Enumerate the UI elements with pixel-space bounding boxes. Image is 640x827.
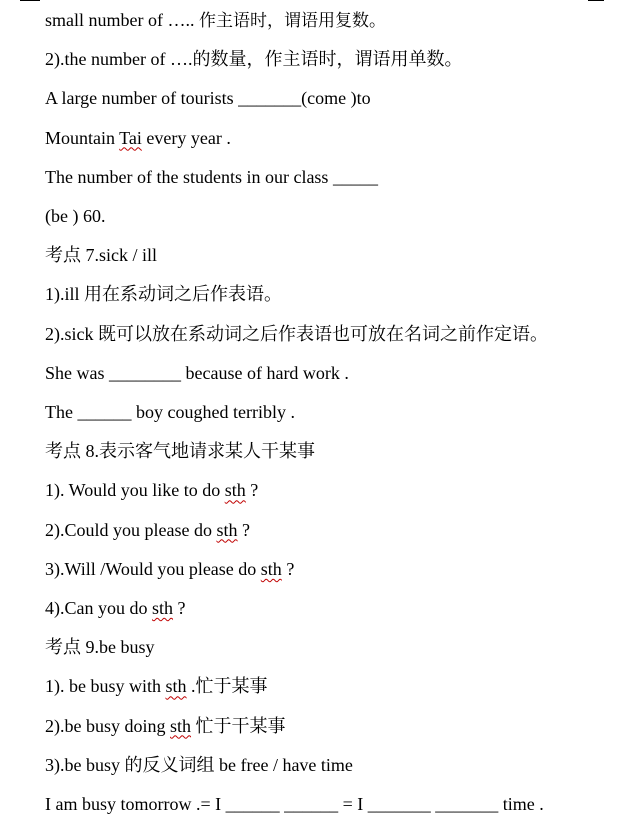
text-line — [45, 440, 315, 462]
text-line — [45, 323, 548, 345]
spellcheck-word: sth — [170, 715, 192, 736]
spellcheck-word: sth — [260, 558, 282, 579]
text-line — [45, 754, 353, 776]
text-line — [45, 479, 258, 501]
text-segment: 考点 8.表示客气地请求某人干某事 — [45, 441, 315, 462]
text-segment: 忙于干某事 — [191, 715, 286, 736]
text-line — [45, 675, 268, 697]
text-line — [45, 166, 378, 188]
text-segment: ? — [173, 598, 186, 618]
text-segment: every year . — [141, 127, 231, 148]
text-line — [45, 127, 231, 149]
text-segment: The number of the students in our class _____ — [45, 166, 378, 187]
text-segment: small number of ….. — [45, 10, 199, 30]
text-line — [45, 558, 294, 580]
text-line — [45, 519, 250, 541]
text-segment: ? — [245, 480, 259, 501]
text-segment: 3).be busy 的反义词组 be free / have time — [45, 754, 353, 775]
text-segment: .忙于某事 — [186, 676, 268, 697]
text-line — [45, 401, 295, 423]
text-segment: Mountain — [45, 127, 120, 148]
text-segment: 考点 9.be busy — [45, 637, 155, 658]
header-rule-right — [588, 0, 604, 1]
header-rule-left — [20, 0, 40, 1]
text-segment: I am busy tomorrow .= I ______ ______ = I _______ _______ time . — [45, 794, 544, 814]
text-segment: She was ________ because of hard work . — [45, 362, 349, 383]
text-line — [45, 87, 371, 109]
text-line — [45, 636, 155, 658]
text-segment: 3).Will /Would you please do — [45, 558, 261, 579]
text-line — [45, 715, 286, 737]
text-segment: 4).Can you do — [45, 598, 152, 618]
text-line — [45, 793, 544, 815]
text-segment: 2).the number of ….的数量，作主语时，谓语用单数。 — [45, 49, 463, 70]
text-line — [45, 9, 386, 31]
text-segment: The ______ boy coughed terribly . — [45, 402, 295, 422]
text-line — [45, 597, 186, 619]
text-segment: 2).be busy doing — [45, 715, 170, 736]
text-segment: 1).ill 用在系动词之后作表语。 — [45, 284, 282, 305]
text-segment: ? — [237, 519, 250, 540]
text-line — [45, 362, 349, 384]
spellcheck-word: sth — [216, 519, 238, 540]
text-segment: 2).Could you please do — [45, 519, 217, 540]
text-line — [45, 48, 462, 70]
text-segment: ? — [281, 558, 295, 579]
spellcheck-word: sth — [165, 676, 187, 697]
spellcheck-word: sth — [224, 480, 246, 501]
text-line — [45, 283, 282, 305]
spellcheck-word: Tai — [119, 127, 142, 148]
text-segment: 考点 7.sick / ill — [45, 245, 157, 266]
text-segment: 2).sick 既可以放在系动词之后作表语也可放在名词之前作定语。 — [45, 323, 548, 344]
text-segment: 作主语时，谓语用复数。 — [198, 11, 386, 31]
spellcheck-word: sth — [152, 598, 174, 618]
text-segment: (be ) 60. — [45, 206, 106, 226]
text-line — [45, 244, 157, 266]
text-segment: 1). be busy with — [45, 676, 166, 697]
text-segment: 1). Would you like to do — [45, 480, 225, 501]
text-segment: A large number of tourists _______(come )to — [45, 88, 371, 109]
text-line — [45, 205, 105, 227]
